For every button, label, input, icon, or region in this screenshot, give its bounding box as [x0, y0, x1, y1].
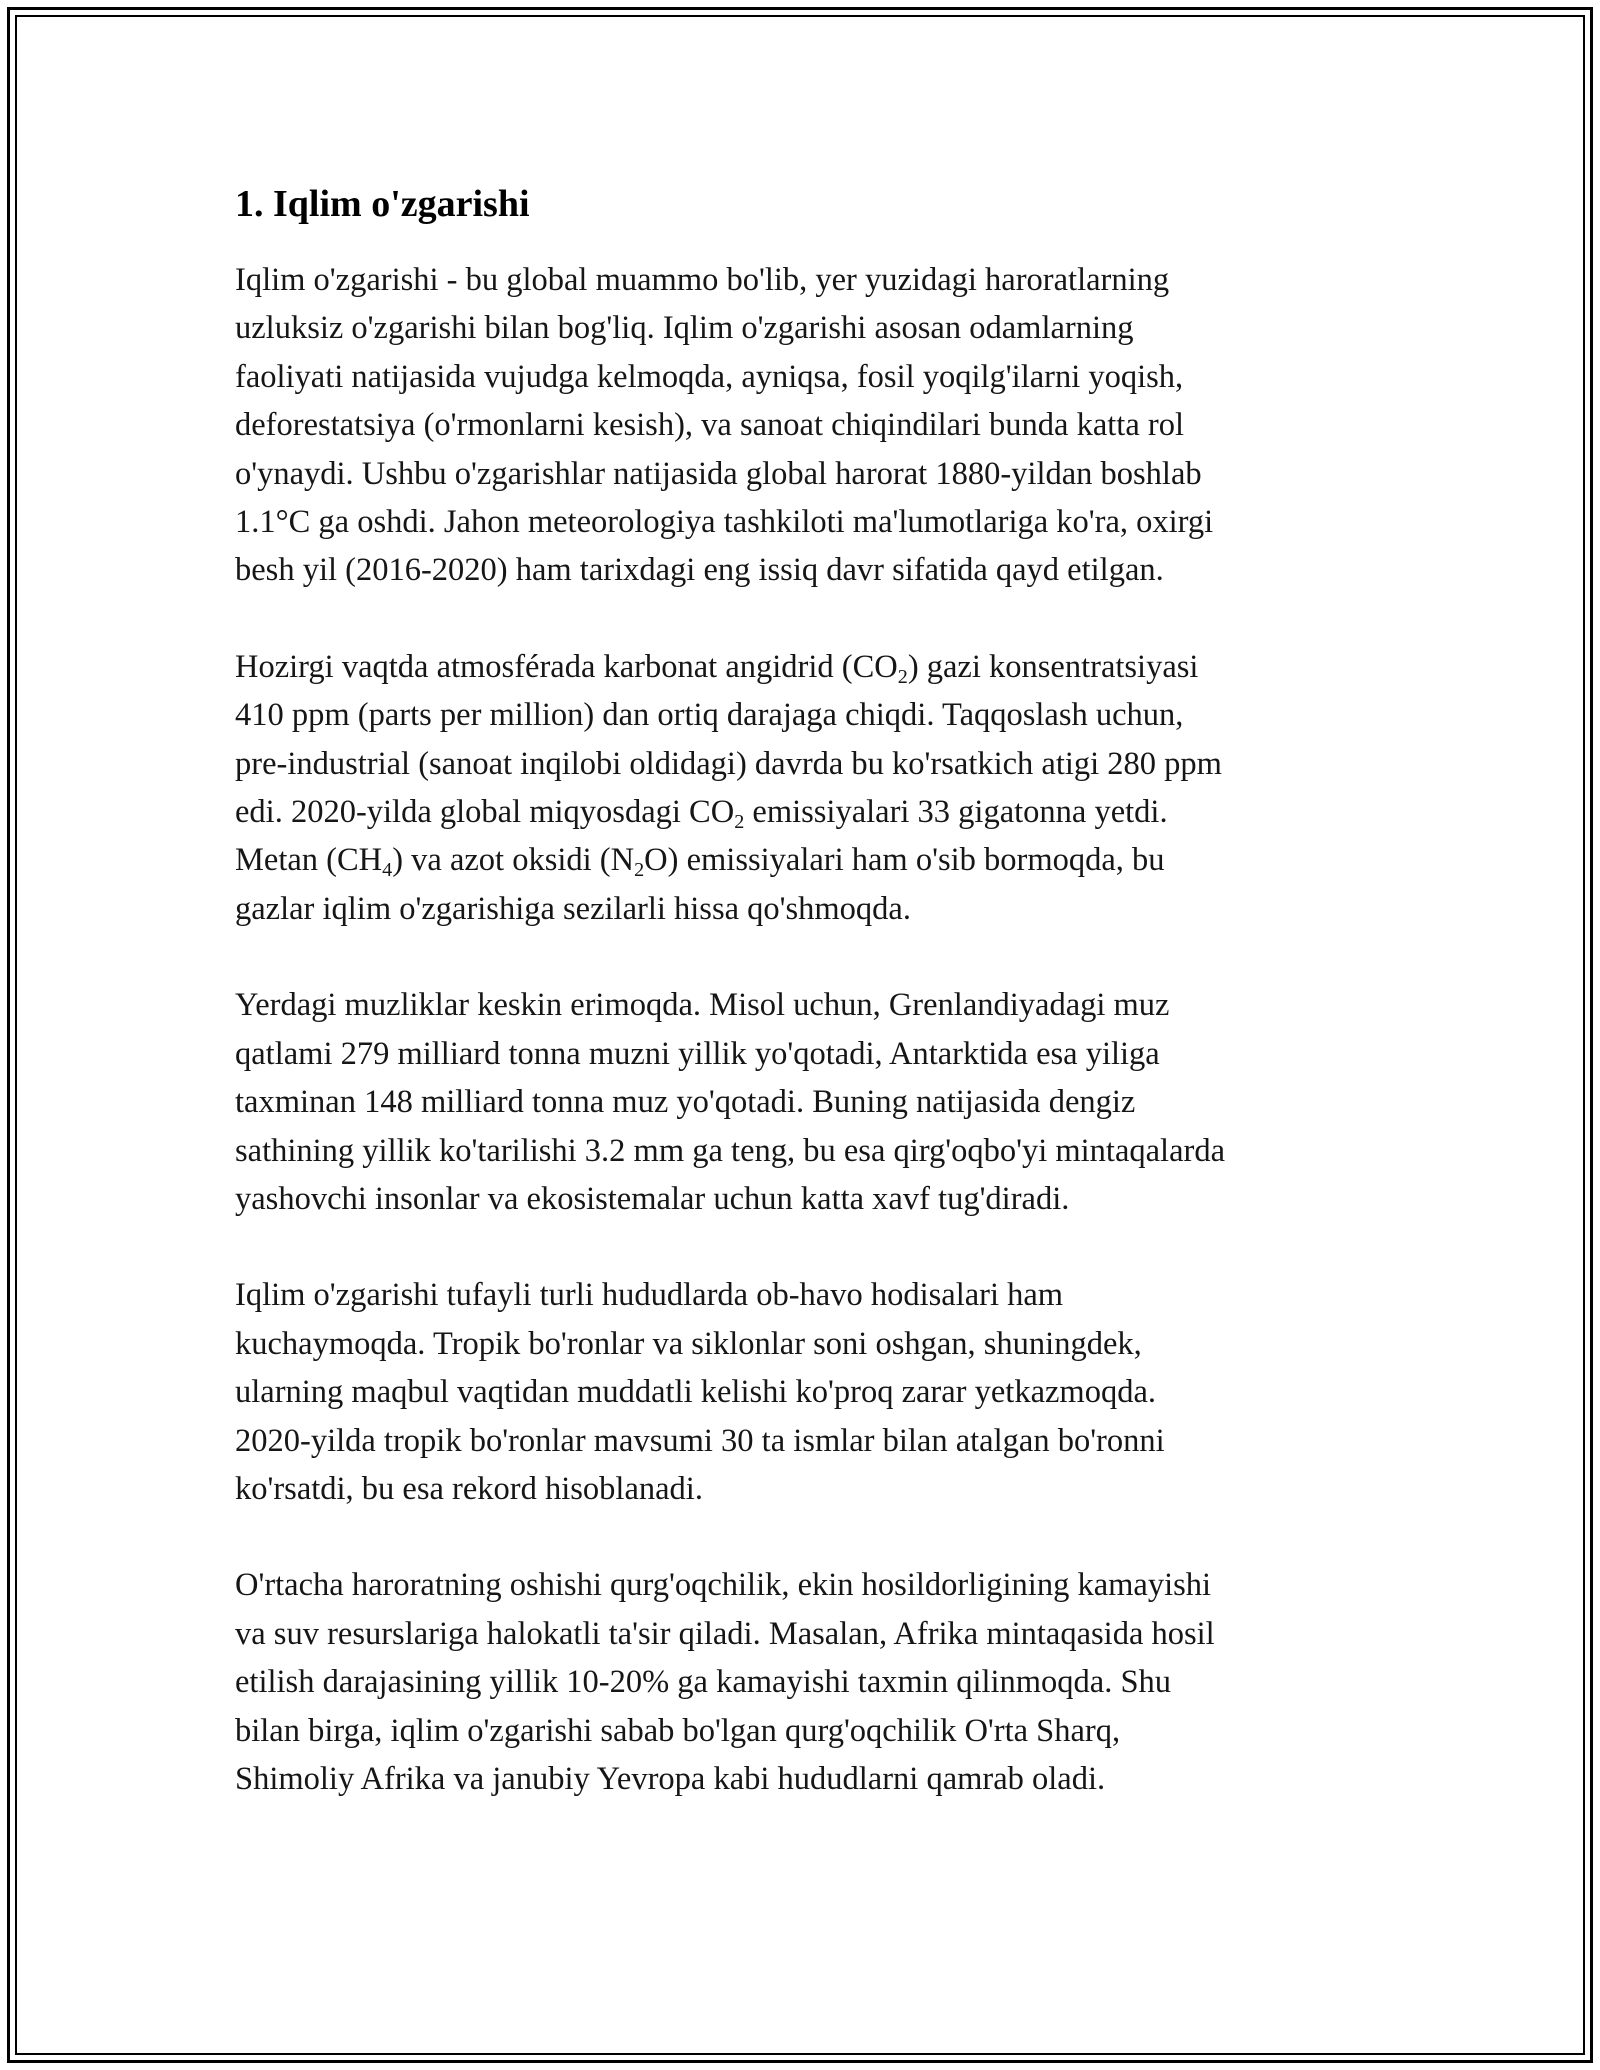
paragraph-line: kuchaymoqda. Tropik bo'ronlar va siklonlar soni oshgan, shuningdek, — [235, 1325, 1142, 1362]
paragraph-line: 2020-yilda tropik bo'ronlar mavsumi 30 ta ismlar bilan atalgan bo'ronni — [235, 1422, 1165, 1459]
paragraph-line: Iqlim o'zgarishi tufayli turli hududlarda ob-havo hodisalari ham — [235, 1277, 1064, 1314]
paragraph-5 — [235, 1561, 1365, 1803]
paragraph-line: pre-industrial (sanoat inqilobi oldidagi) davrda bu ko'rsatkich atigi 280 ppm — [235, 745, 1222, 782]
paragraph-line: Yerdagi muzliklar keskin erimoqda. Misol uchun, Grenlandiyadagi muz — [235, 987, 1170, 1024]
paragraph-line — [235, 788, 1365, 836]
paragraph-line: ko'rsatdi, bu esa rekord hisoblanadi. — [235, 1470, 703, 1507]
paragraph-line: yashovchi insonlar va ekosistemalar uchun katta xavf tug'diradi. — [235, 1180, 1070, 1217]
paragraph-line: etilish darajasining yillik 10-20% ga kamayishi taxmin qilinmoqda. Shu — [235, 1664, 1172, 1701]
paragraph-line: sathining yillik ko'tarilishi 3.2 mm ga teng, bu esa qirg'oqbo'yi mintaqalarda — [235, 1132, 1226, 1169]
subscript: 2 — [634, 859, 645, 882]
paragraph-3 — [235, 981, 1365, 1223]
text-run: ) va azot oksidi (N — [392, 842, 635, 879]
text-run: Hozirgi vaqtda atmosférada karbonat angidrid (CO — [235, 648, 898, 685]
subscript: 4 — [382, 859, 393, 882]
paragraph-line — [235, 643, 1365, 691]
paragraph-line: gazlar iqlim o'zgarishiga sezilarli hissa qo'shmoqda. — [235, 890, 911, 927]
paragraph-line: 1.1°C ga oshdi. Jahon meteorologiya tashkiloti ma'lumotlariga ko'ra, oxirgi — [235, 504, 1214, 541]
subscript: 2 — [897, 665, 908, 688]
paragraph-2 — [235, 643, 1365, 933]
paragraph-line: Iqlim o'zgarishi - bu global muammo bo'lib, yer yuzidagi haroratlarning — [235, 262, 1170, 298]
paragraph-line: Shimoliy Afrika va janubiy Yevropa kabi hududlarni qamrab oladi. — [235, 1760, 1106, 1797]
subscript: 2 — [734, 811, 745, 834]
paragraph-line: ularning maqbul vaqtidan muddatli kelishi ko'proq zarar yetkazmoqda. — [235, 1374, 1157, 1411]
text-run: O) emissiyalari ham o'sib bormoqda, bu — [644, 842, 1165, 879]
paragraph-line: uzluksiz o'zgarishi bilan bog'liq. Iqlim o'zgarishi asosan odamlarning — [235, 310, 1134, 347]
paragraph-line: bilan birga, iqlim o'zgarishi sabab bo'lgan qurg'oqchilik O'rta Sharq, — [235, 1712, 1121, 1749]
document-body — [235, 180, 1365, 1851]
text-run: emissiyalari 33 gigatonna yetdi. — [744, 794, 1168, 831]
paragraph-4 — [235, 1271, 1365, 1513]
paragraph-line: O'rtacha haroratning oshishi qurg'oqchilik, ekin hosildorligining kamayishi — [235, 1567, 1212, 1604]
paragraph-line: faoliyati natijasida vujudga kelmoqda, ayniqsa, fosil yoqilg'ilarni yoqish, — [235, 358, 1184, 395]
paragraph-line: qatlami 279 milliard tonna muzni yillik yo'qotadi, Antarktida esa yiliga — [235, 1035, 1160, 1072]
text-run: Metan (CH — [235, 842, 383, 879]
section-title: 1. Iqlim o'zgarishi — [235, 183, 530, 225]
text-run: edi. 2020-yilda global miqyosdagi CO — [235, 794, 735, 831]
paragraph-line — [235, 836, 1365, 884]
text-run: ) gazi konsentratsiyasi — [907, 648, 1199, 685]
paragraph-line: besh yil (2016-2020) ham tarixdagi eng issiq davr sifatida qayd etilgan. — [235, 552, 1164, 589]
paragraph-line: taxminan 148 milliard tonna muz yo'qotadi. Buning natijasida dengiz — [235, 1084, 1136, 1121]
paragraph-line: va suv resurslariga halokatli ta'sir qiladi. Masalan, Afrika mintaqasida hosil — [235, 1615, 1215, 1652]
paragraph-line: 410 ppm (parts per million) dan ortiq darajaga chiqdi. Taqqoslash uchun, — [235, 697, 1184, 734]
paragraph-1 — [235, 256, 1365, 595]
paragraph-line: deforestatsiya (o'rmonlarni kesish), va sanoat chiqindilari bunda katta rol — [235, 407, 1184, 444]
paragraph-line: o'ynaydi. Ushbu o'zgarishlar natijasida global harorat 1880-yildan boshlab — [235, 455, 1202, 492]
